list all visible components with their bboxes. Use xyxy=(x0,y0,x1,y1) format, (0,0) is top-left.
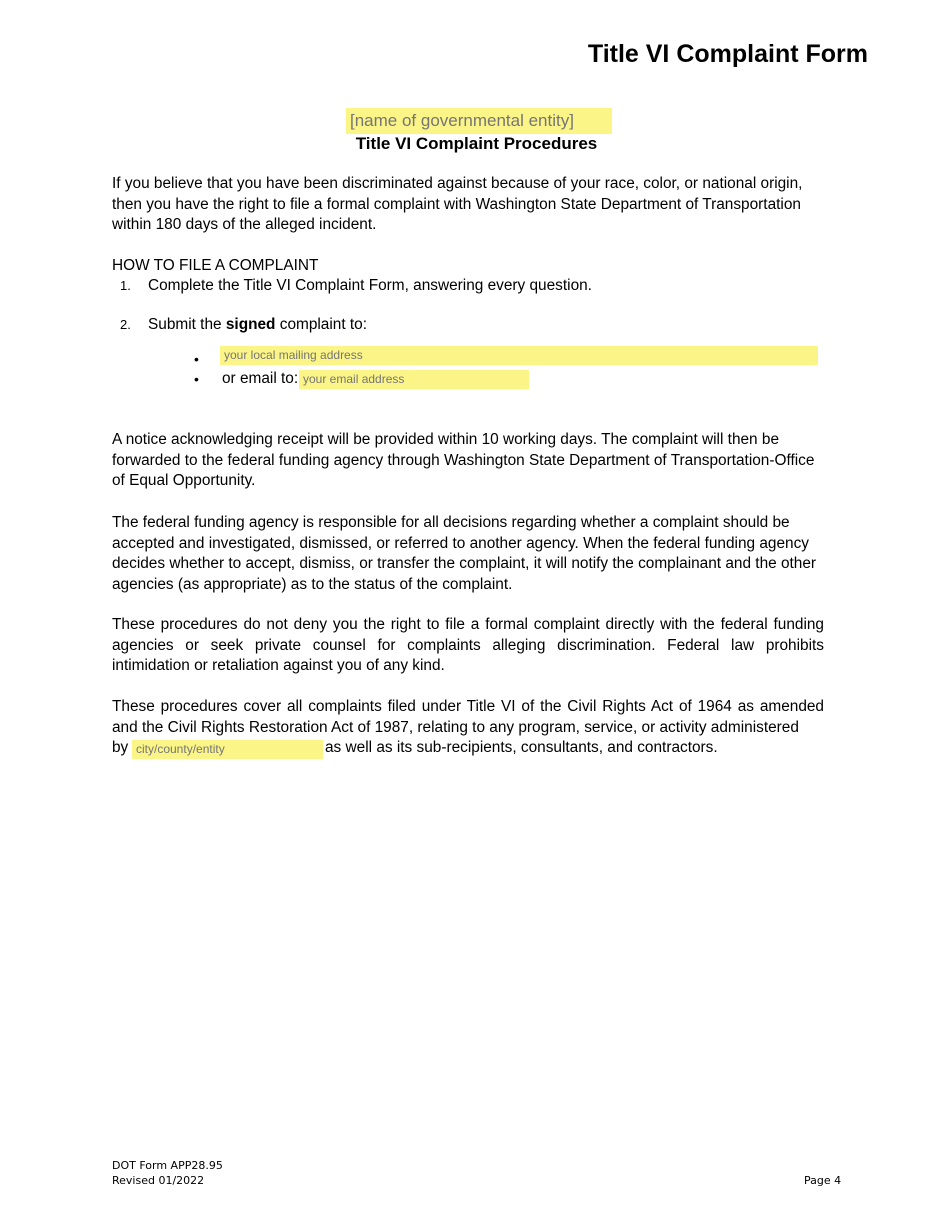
acknowledgment-paragraph: A notice acknowledging receipt will be provided within 10 working days. The complaint will then be forwarded to the federal funding agency through Washington State Department of Transportation-Office of Equal Opportunity. xyxy=(112,431,815,490)
step-1 xyxy=(120,276,592,296)
procedures-heading: Title VI Complaint Procedures xyxy=(355,134,598,153)
how-to-label: HOW TO FILE A COMPLAINT xyxy=(112,257,319,274)
bullet-email: • xyxy=(194,371,199,387)
coverage-paragraph: These procedures cover all complaints filed under Title VI of the Civil Rights Act of 1964 as amended and the Civil Rights Restoration Act of 1987, relating to any program, service, or activity administered xyxy=(112,698,824,736)
email-field[interactable] xyxy=(299,370,529,389)
page-number: Page 4 xyxy=(804,1174,842,1187)
entity-name-field[interactable] xyxy=(346,108,612,134)
step-text-before: Submit the xyxy=(148,316,226,333)
step-number: 2. xyxy=(120,317,131,332)
email-prefix: or email to: xyxy=(222,370,299,387)
bullet-mail: • xyxy=(194,351,199,367)
step-text: Complete the Title VI Complaint Form, answering every question. xyxy=(148,277,592,294)
step-number: 1. xyxy=(120,278,131,293)
mailing-address-field[interactable] xyxy=(220,346,818,365)
step-2 xyxy=(120,315,367,335)
step-text-bold: signed xyxy=(225,316,276,333)
footer-form-info xyxy=(112,1158,223,1188)
rights-paragraph: These procedures do not deny you the right to file a formal complaint directly with the federal funding agencies or seek private counsel for complaints alleging discrimination. Federal law prohibits intimidation or retaliation against you of any kind. xyxy=(112,616,824,675)
coverage-suffix: as well as its sub-recipients, consultants, and contractors. xyxy=(325,739,718,756)
step-text-after: complaint to: xyxy=(275,316,368,333)
intro-paragraph: If you believe that you have been discriminated against because of your race, color, or national origin, then you have the right to file a formal complaint with Washington State Department of Transportation within 180 days of the alleged incident. xyxy=(112,175,803,234)
revised-date: Revised 01/2022 xyxy=(112,1174,205,1187)
city-county-entity-field[interactable] xyxy=(132,740,323,759)
form-number: DOT Form APP28.95 xyxy=(112,1159,223,1172)
form-title: Title VI Complaint Form xyxy=(587,40,868,68)
decision-paragraph: The federal funding agency is responsible for all decisions regarding whether a complaint should be accepted and investigated, dismissed, or referred to another agency. When the federal funding agency decides whether to accept, dismiss, or transfer the complaint, it will notify the complainant and the other agencies (as appropriate) as to the status of the complaint. xyxy=(112,514,817,593)
coverage-by-label: by xyxy=(112,739,129,756)
